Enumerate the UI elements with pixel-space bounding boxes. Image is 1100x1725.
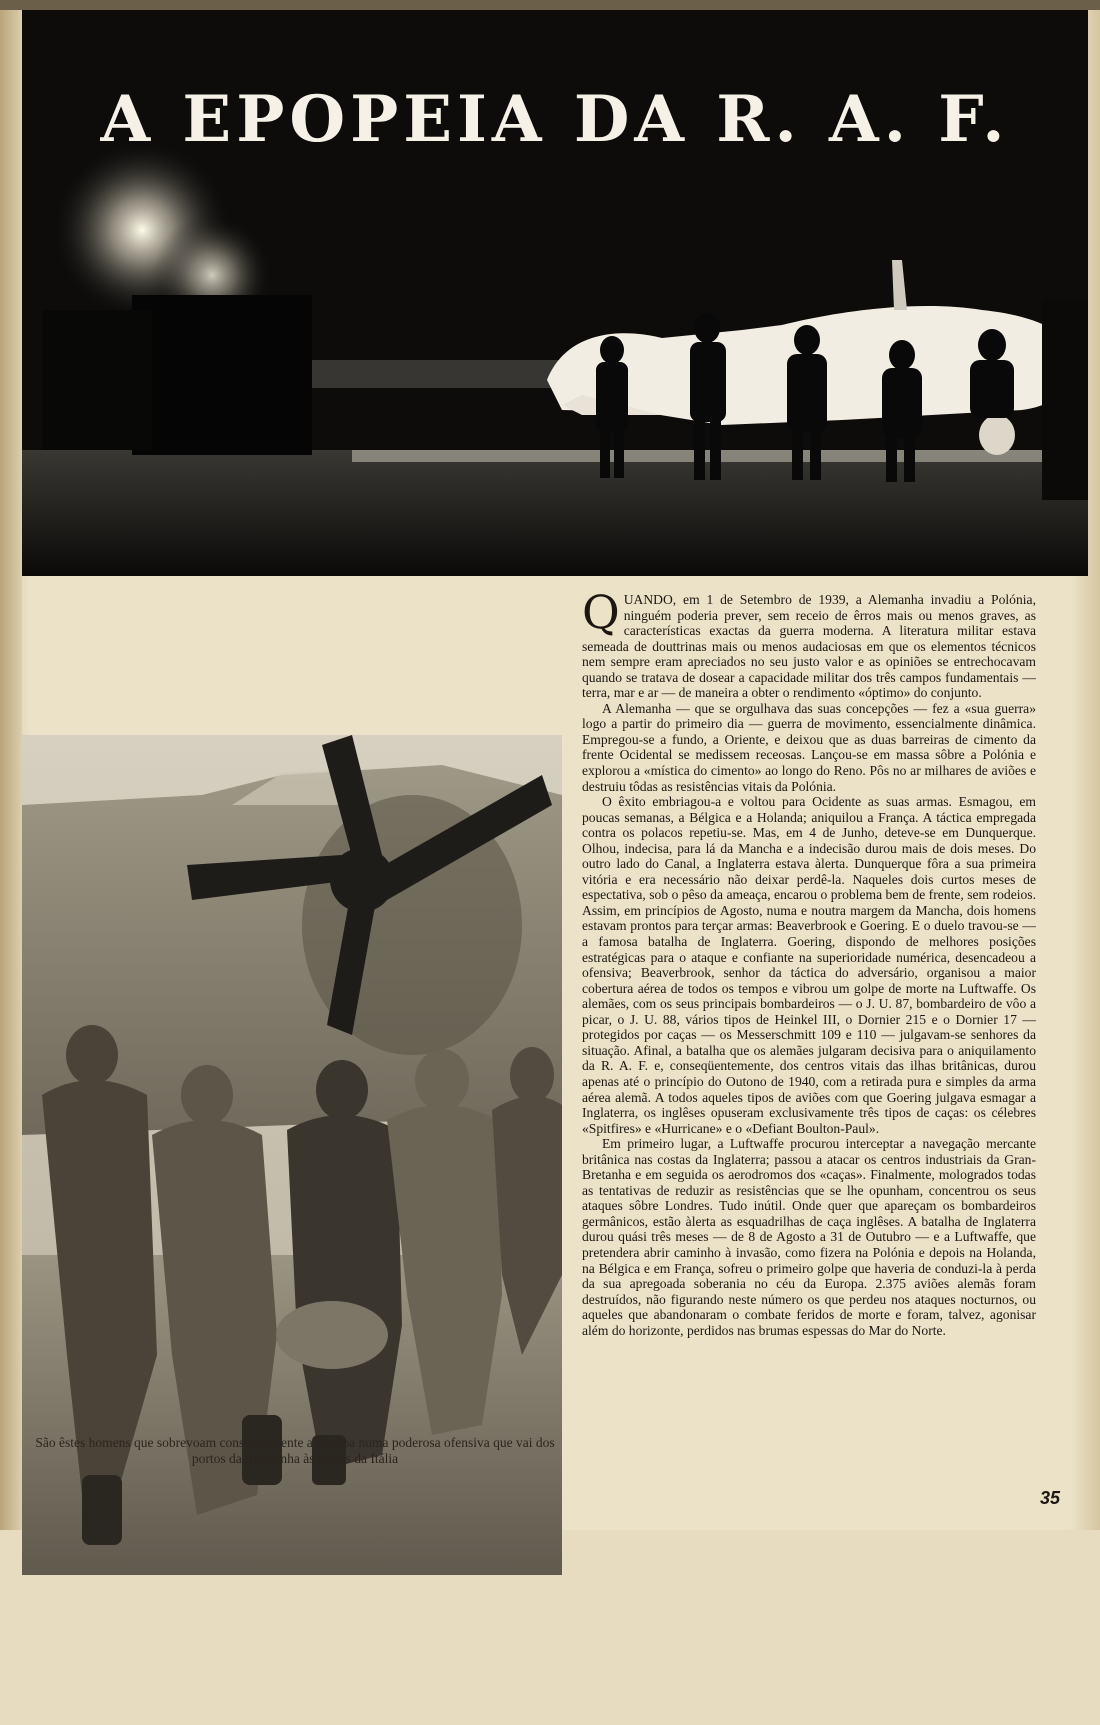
article-paragraph-2: A Alemanha — que se orgulhava das suas concepções — fez a «sua guerra» logo a partir do primeiro dia — guerra de movimento, essencialmente dinâmica. Empregou-se a fundo, a Oriente, e deixou que as duas barreiras de cimento da frente Ocidental se medissem receosas. Lançou-se em massa sôbre a Polónia e explorou a «mística do cimento» ao longo do Reno. Pôs no ar milhares de aviões e destruiu tôdas as resistências vitais da Polónia. (582, 700, 1036, 794)
night-bomber-photo (22, 10, 1088, 576)
headline: A EPOPEIA DA R. A. F. (100, 82, 1010, 157)
pilots-photo (22, 585, 562, 1425)
article-body (582, 585, 1036, 1338)
binding-edge (0, 0, 22, 1530)
article-paragraph-4: Em primeiro lugar, a Luftwaffe procurou interceptar a navegação mercante britânica nas costas da Inglaterra; passou a atacar os centros industriais da Gran-Bretanha e em seguida os aerodromos dos «caças». Finalmente, mologrados todas as tentativas de reduzir as resistências que se lhe opunham, concentrou os seus ataques sôbre Londres. Tudo inútil. Onde quer que apareçam os bombardeiros germânicos, estão àlerta as esquadrilhas de caça inglêses. A batalha de Inglaterra durou quási três meses — de 8 de Agosto a 31 de Outubro — e a Luftwaffe, que pretendera abrir caminho à invasão, como fizera na Polónia e depois na Holanda, na Bélgica e em França, sofreu o primeiro golpe que haveria de conduzi-la à perda da sua apregoada soberania no céu da Europa. 2.375 aviões alemãs foram destruídos, não figurando neste número os que perdeu nos ataques nocturnos, ou aqueles que abandonaram o combate feridos de morte e foram, talvez, agonisar além do horizonte, perdidos nas brumas espessas do Mar do Norte. (582, 1136, 1036, 1338)
article-paragraph-1: QUANDO, em 1 de Setembro de 1939, a Alemanha invadiu a Polónia, ninguém poderia prever, sem receio de êrros mais ou menos graves, as características exactas da guerra moderna. A literatura militar estava semeada de douttrinas mais ou menos audaciosas em que os elementos técnicos nem sempre eram apreciados no seu justo valor e as opiniões se entrechocavam quando se tratava de dosear a capacidade militar dos três campos fundamentais — terra, mar e ar — de maneira a obter o rendimento «óptimo» do conjunto. (582, 585, 1036, 701)
drop-cap: Q (582, 585, 620, 639)
top-border (0, 0, 1100, 10)
article-paragraph-3: O êxito embriagou-a e voltou para Ocidente as suas armas. Esmagou, em poucas semanas, a Bélgica e a Holanda; aniquilou a França. A táctica empregada contra os polacos repetiu-se. Mas, em 4 de Junho, deteve-se em Dunquerque. Olhou, indecisa, para lá da Mancha e a indecisão durou mais de dois meses. Do outro lado do Canal, a Inglaterra estava àlerta. Dunquerque fôra a sua primeira vitória e era necessário não deixar perdê-la. Naqueles dois curtos meses de espectativa, sob o pêso da ameaça, encarou o problema bem de frente, sem rodeios. Assim, em princípios de Agosto, numa e noutra margem da Mancha, dois homens estavam prontos para terçar armas: Beaverbrook e Goering. E o duelo travou-se — a famosa batalha de Inglaterra. Goering, dispondo de melhores posições estratégicas para o ataque e confiante na superioridade numérica, desencadeou a ofensiva; Beaverbrook, senhor da táctica do adversário, organisou a maior cobertura aérea de todos os tempos e vibrou um golpe de morte na Luftwaffe. Os alemães, com os seus principais bombardeiros — o J. U. 87, bombardeiro de vôo a picar, o J. U. 88, vários tipos de Heinkel III, o Dornier 215 e o Dornier 17 — protegidos por caças — os Messerschmitt 109 e 110 — julgavam-se senhores da situação. Afinal, a batalha que os alemães julgaram decisiva para o aniquilamento da R. A. F. e, conseqüentemente, dos centros vitais das ilhas britânicas, durou apenas até o princípio do Outono de 1940, com a retirada pura e simples da arma aérea alemã. A todos aqueles tipos de aviões com que Goering julgava esmagar a Inglaterra, os inglêses opuseram exclusivamente três tipos de caças: os célebres «Spitfires» e «Hurricane» e o «Defiant Boulton-Paul». (582, 794, 1036, 1136)
page-number: 35 (1040, 1488, 1061, 1508)
landing-wheel (979, 415, 1015, 455)
photo-caption: São êstes homens que sobrevoam constantemente a Europa numa poderosa ofensiva que vai dos portos da Alemanha às costas da Itália (35, 1435, 555, 1466)
pilots-illustration (22, 585, 562, 1725)
